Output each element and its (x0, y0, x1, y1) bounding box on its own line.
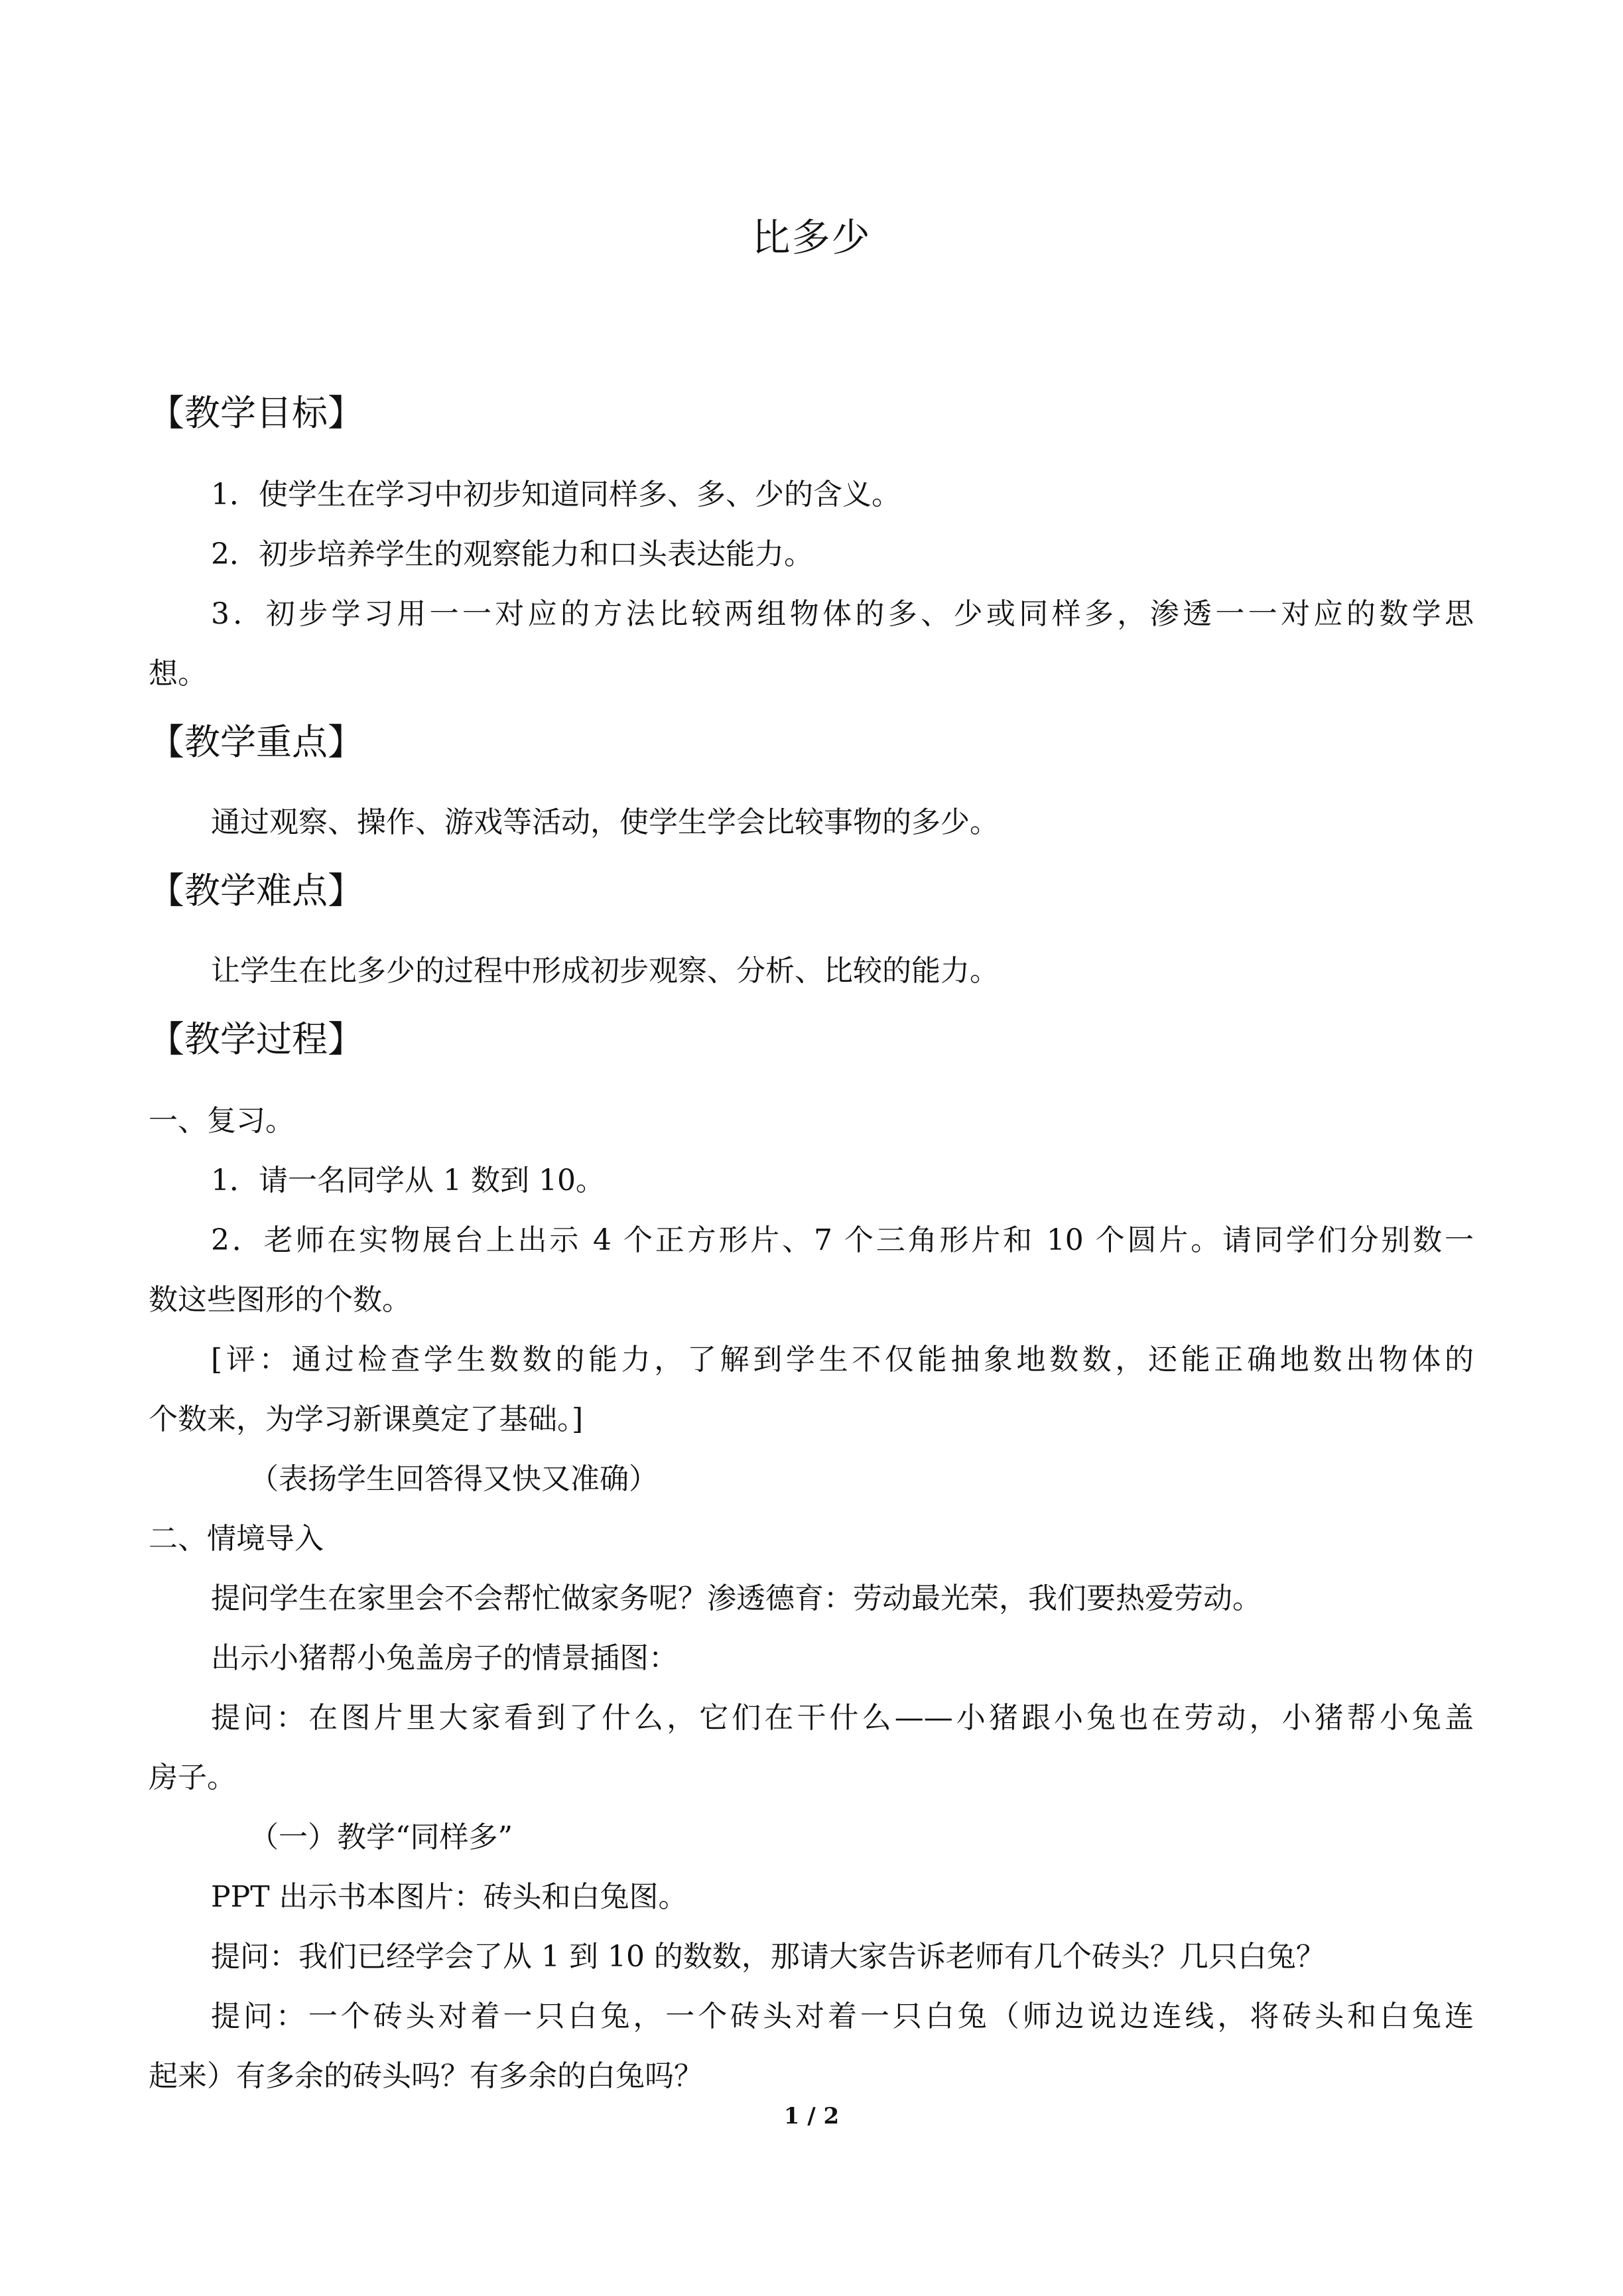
objective-item-continued: 想。 (149, 657, 207, 691)
process-comment: [评：通过检查学生数数的能力，了解到学生不仅能抽象地数数，还能正确地数出物体的 (211, 1343, 1474, 1377)
process-item: 提问：在图片里大家看到了什么，它们在干什么——小猪跟小兔也在劳动，小猪帮小兔盖 (211, 1701, 1474, 1735)
process-section-heading: 二、情境导入 (149, 1522, 324, 1556)
process-item: 提问学生在家里会不会帮忙做家务呢？渗透德育：劳动最光荣，我们要热爱劳动。 (211, 1582, 1262, 1615)
objective-item: 2．初步培养学生的观察能力和口头表达能力。 (211, 537, 813, 571)
process-subheading: （一）教学“同样多” (249, 1820, 513, 1854)
process-item: 提问：我们已经学会了从 1 到 10 的数数，那请大家告诉老师有几个砖头？几只白兔？ (211, 1940, 1325, 1974)
key-points-heading: 【教学重点】 (149, 721, 363, 763)
process-item: 1．请一名同学从 1 数到 10。 (211, 1164, 605, 1197)
difficulties-text: 让学生在比多少的过程中形成初步观察、分析、比较的能力。 (211, 954, 999, 988)
page-number: 1 / 2 (783, 2103, 840, 2129)
process-item-continued: 房子。 (149, 1761, 236, 1794)
process-comment-continued: 个数来，为学习新课奠定了基础。] (149, 1402, 584, 1436)
objectives-heading: 【教学目标】 (149, 392, 363, 434)
process-item: 出示小猪帮小兔盖房子的情景插图： (211, 1641, 678, 1675)
objective-item: 3．初步学习用一一对应的方法比较两组物体的多、少或同样多，渗透一一对应的数学思 (211, 597, 1474, 631)
process-heading: 【教学过程】 (149, 1018, 363, 1060)
difficulties-heading: 【教学难点】 (149, 870, 363, 912)
process-item-continued: 数这些图形的个数。 (149, 1283, 411, 1317)
process-section-heading: 一、复习。 (149, 1104, 294, 1138)
process-note: （表扬学生回答得又快又准确） (249, 1462, 658, 1496)
process-item-continued: 起来）有多余的砖头吗？有多余的白兔吗？ (149, 2059, 703, 2093)
document-title: 比多少 (751, 215, 872, 260)
process-item: 2．老师在实物展台上出示 4 个正方形片、7 个三角形片和 10 个圆片。请同学们分别数一 (211, 1223, 1474, 1257)
key-points-text: 通过观察、操作、游戏等活动，使学生学会比较事物的多少。 (211, 805, 999, 839)
objective-item: 1．使学生在学习中初步知道同样多、多、少的含义。 (211, 478, 901, 511)
process-item: 提问：一个砖头对着一只白兔，一个砖头对着一只白兔（师边说边连线，将砖头和白兔连 (211, 1999, 1474, 2033)
process-item: PPT 出示书本图片：砖头和白兔图。 (211, 1880, 688, 1914)
